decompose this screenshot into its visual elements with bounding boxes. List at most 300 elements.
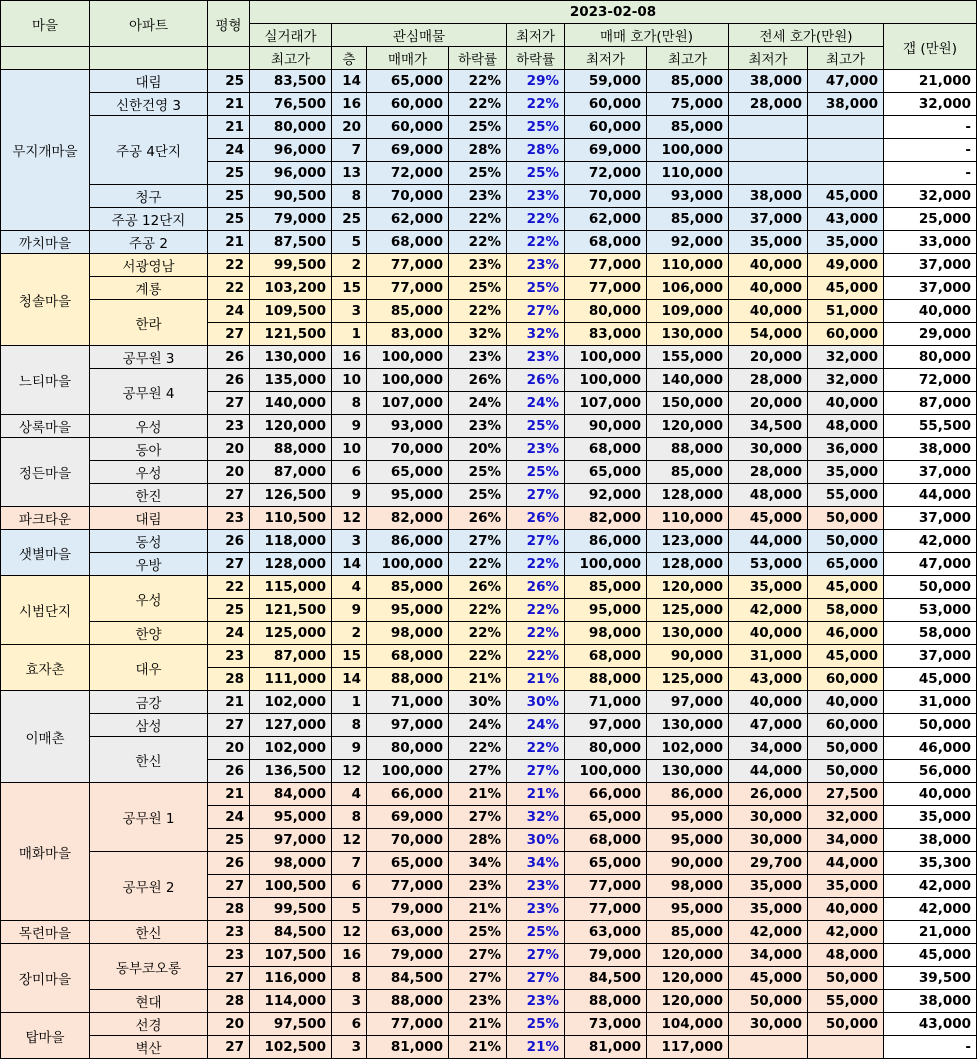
cell-floor: 10 (332, 438, 367, 461)
cell-jeonse-min: 28,000 (729, 93, 808, 116)
cell-watch-drop: 25% (449, 484, 507, 507)
cell-watch-price: 77,000 (367, 254, 449, 277)
cell-lowest-drop: 21% (507, 668, 565, 691)
cell-watch-drop: 23% (449, 185, 507, 208)
cell-floor: 14 (332, 668, 367, 691)
apartment-name: 동부코오롱 (90, 944, 208, 990)
cell-floor: 5 (332, 231, 367, 254)
table-row (1, 208, 977, 231)
cell-lowest-drop: 23% (507, 875, 565, 898)
cell-lowest-drop: 22% (507, 622, 565, 645)
table-row (1, 691, 977, 714)
apartment-name: 우성 (90, 461, 208, 484)
cell-jeonse-min: 54,000 (729, 323, 808, 346)
cell-sale-min: 73,000 (565, 1013, 647, 1036)
cell-watch-price: 95,000 (367, 599, 449, 622)
apartment-name: 대우 (90, 645, 208, 691)
cell-sale-max: 102,000 (647, 737, 729, 760)
cell-watch-price: 77,000 (367, 277, 449, 300)
cell-floor: 16 (332, 93, 367, 116)
cell-sale-min: 80,000 (565, 300, 647, 323)
cell-jeonse-max: 65,000 (808, 553, 884, 576)
cell-watch-price: 100,000 (367, 369, 449, 392)
cell-lowest-drop: 27% (507, 760, 565, 783)
cell-watch-drop: 28% (449, 829, 507, 852)
cell-sale-max: 104,000 (647, 1013, 729, 1036)
cell-gap: 40,000 (884, 300, 977, 323)
cell-pyeong: 26 (208, 530, 250, 553)
cell-watch-drop: 22% (449, 737, 507, 760)
apartment-name: 한진 (90, 484, 208, 507)
cell-gap: 53,000 (884, 599, 977, 622)
cell-lowest-drop: 27% (507, 484, 565, 507)
cell-jeonse-min: 35,000 (729, 231, 808, 254)
apartment-name: 한신 (90, 737, 208, 783)
cell-lowest-drop: 24% (507, 392, 565, 415)
cell-watch-price: 68,000 (367, 645, 449, 668)
cell-lowest-drop: 29% (507, 70, 565, 93)
cell-floor: 3 (332, 990, 367, 1013)
cell-sale-max: 128,000 (647, 484, 729, 507)
cell-sale-max: 120,000 (647, 944, 729, 967)
cell-actual-max: 87,000 (250, 645, 332, 668)
cell-jeonse-min: 30,000 (729, 829, 808, 852)
cell-floor: 12 (332, 829, 367, 852)
cell-actual-max: 90,500 (250, 185, 332, 208)
cell-sale-min: 81,000 (565, 1036, 647, 1059)
cell-gap: - (884, 162, 977, 185)
cell-gap: 33,000 (884, 231, 977, 254)
cell-pyeong: 22 (208, 254, 250, 277)
cell-lowest-drop: 22% (507, 231, 565, 254)
cell-sale-min: 66,000 (565, 783, 647, 806)
cell-jeonse-max: 51,000 (808, 300, 884, 323)
cell-sale-min: 62,000 (565, 208, 647, 231)
cell-watch-price: 98,000 (367, 622, 449, 645)
cell-sale-max: 110,000 (647, 162, 729, 185)
cell-watch-price: 68,000 (367, 231, 449, 254)
cell-lowest-drop: 23% (507, 990, 565, 1013)
cell-gap: 35,000 (884, 806, 977, 829)
cell-pyeong: 21 (208, 93, 250, 116)
cell-jeonse-min: 29,700 (729, 852, 808, 875)
cell-gap: 42,000 (884, 530, 977, 553)
cell-pyeong: 27 (208, 1036, 250, 1059)
cell-pyeong: 24 (208, 300, 250, 323)
table-row (1, 346, 977, 369)
cell-pyeong: 23 (208, 921, 250, 944)
cell-pyeong: 21 (208, 231, 250, 254)
cell-gap: - (884, 139, 977, 162)
apartment-name: 공무원 3 (90, 346, 208, 369)
cell-watch-price: 66,000 (367, 783, 449, 806)
cell-sale-max: 97,000 (647, 691, 729, 714)
cell-pyeong: 22 (208, 277, 250, 300)
cell-gap: 38,000 (884, 438, 977, 461)
cell-floor: 8 (332, 967, 367, 990)
cell-actual-max: 100,500 (250, 875, 332, 898)
cell-watch-drop: 24% (449, 714, 507, 737)
cell-jeonse-min: 35,000 (729, 576, 808, 599)
cell-floor: 1 (332, 323, 367, 346)
cell-gap: 38,000 (884, 829, 977, 852)
cell-jeonse-max: 27,500 (808, 783, 884, 806)
cell-watch-drop: 21% (449, 898, 507, 921)
table-row (1, 507, 977, 530)
table-row (1, 415, 977, 438)
cell-sale-max: 75,000 (647, 93, 729, 116)
cell-jeonse-max: 34,000 (808, 829, 884, 852)
cell-actual-max: 80,000 (250, 116, 332, 139)
cell-lowest-drop: 22% (507, 553, 565, 576)
cell-pyeong: 24 (208, 139, 250, 162)
cell-lowest-drop: 26% (507, 507, 565, 530)
village-name: 청솔마을 (1, 254, 90, 346)
cell-gap: 40,000 (884, 783, 977, 806)
cell-watch-price: 93,000 (367, 415, 449, 438)
cell-gap: 32,000 (884, 93, 977, 116)
cell-watch-price: 60,000 (367, 116, 449, 139)
cell-sale-min: 63,000 (565, 921, 647, 944)
cell-sale-min: 84,500 (565, 967, 647, 990)
cell-sale-max: 123,000 (647, 530, 729, 553)
cell-watch-drop: 22% (449, 231, 507, 254)
cell-gap: - (884, 116, 977, 139)
cell-pyeong: 26 (208, 346, 250, 369)
cell-pyeong: 22 (208, 576, 250, 599)
cell-jeonse-max (808, 1036, 884, 1059)
cell-gap: 46,000 (884, 737, 977, 760)
cell-sale-min: 69,000 (565, 139, 647, 162)
cell-gap: 58,000 (884, 622, 977, 645)
table-row (1, 461, 977, 484)
table-row (1, 70, 977, 93)
cell-actual-max: 140,000 (250, 392, 332, 415)
cell-gap: 87,000 (884, 392, 977, 415)
cell-jeonse-max: 50,000 (808, 760, 884, 783)
apartment-name: 신한건영 3 (90, 93, 208, 116)
cell-sale-min: 68,000 (565, 829, 647, 852)
cell-jeonse-min: 50,000 (729, 990, 808, 1013)
cell-sale-max: 120,000 (647, 415, 729, 438)
cell-jeonse-min: 30,000 (729, 438, 808, 461)
cell-watch-drop: 23% (449, 415, 507, 438)
cell-floor: 14 (332, 70, 367, 93)
village-name: 매화마을 (1, 783, 90, 921)
cell-lowest-drop: 27% (507, 967, 565, 990)
cell-floor: 4 (332, 783, 367, 806)
cell-jeonse-min: 40,000 (729, 622, 808, 645)
cell-sale-max: 150,000 (647, 392, 729, 415)
cell-gap: 50,000 (884, 714, 977, 737)
cell-actual-max: 114,000 (250, 990, 332, 1013)
cell-jeonse-max: 40,000 (808, 898, 884, 921)
cell-sale-min: 85,000 (565, 576, 647, 599)
cell-watch-price: 100,000 (367, 553, 449, 576)
cell-jeonse-min: 47,000 (729, 714, 808, 737)
cell-floor: 12 (332, 921, 367, 944)
cell-jeonse-min: 45,000 (729, 507, 808, 530)
cell-jeonse-max: 38,000 (808, 93, 884, 116)
cell-actual-max: 102,000 (250, 691, 332, 714)
cell-floor: 12 (332, 507, 367, 530)
cell-actual-max: 121,500 (250, 599, 332, 622)
cell-watch-drop: 22% (449, 300, 507, 323)
cell-jeonse-min: 45,000 (729, 967, 808, 990)
cell-floor: 2 (332, 254, 367, 277)
cell-sale-max: 85,000 (647, 461, 729, 484)
cell-watch-price: 63,000 (367, 921, 449, 944)
cell-floor: 16 (332, 346, 367, 369)
cell-lowest-drop: 21% (507, 1036, 565, 1059)
cell-actual-max: 120,000 (250, 415, 332, 438)
cell-watch-price: 69,000 (367, 139, 449, 162)
cell-jeonse-max: 55,000 (808, 484, 884, 507)
cell-watch-drop: 21% (449, 1013, 507, 1036)
cell-floor: 12 (332, 760, 367, 783)
cell-jeonse-min: 44,000 (729, 760, 808, 783)
cell-watch-drop: 25% (449, 162, 507, 185)
cell-sale-min: 60,000 (565, 116, 647, 139)
cell-watch-price: 85,000 (367, 300, 449, 323)
table-row (1, 1013, 977, 1036)
apartment-name: 공무원 2 (90, 852, 208, 921)
cell-pyeong: 26 (208, 369, 250, 392)
cell-sale-max: 93,000 (647, 185, 729, 208)
table-row (1, 737, 977, 760)
cell-jeonse-max: 32,000 (808, 806, 884, 829)
cell-floor: 6 (332, 461, 367, 484)
cell-sale-min: 60,000 (565, 93, 647, 116)
cell-jeonse-max: 32,000 (808, 369, 884, 392)
cell-sale-max: 110,000 (647, 507, 729, 530)
apartment-name: 서광영남 (90, 254, 208, 277)
header-apartment: 아파트 (90, 1, 208, 47)
cell-sale-max: 85,000 (647, 921, 729, 944)
cell-floor: 14 (332, 553, 367, 576)
cell-watch-drop: 22% (449, 645, 507, 668)
cell-sale-min: 59,000 (565, 70, 647, 93)
cell-actual-max: 135,000 (250, 369, 332, 392)
cell-jeonse-min: 28,000 (729, 369, 808, 392)
cell-watch-drop: 23% (449, 990, 507, 1013)
cell-sale-min: 77,000 (565, 898, 647, 921)
header-actual-price: 실거래가 (250, 24, 332, 47)
cell-jeonse-min: 48,000 (729, 484, 808, 507)
cell-sale-max: 92,000 (647, 231, 729, 254)
cell-jeonse-min: 43,000 (729, 668, 808, 691)
cell-watch-price: 60,000 (367, 93, 449, 116)
cell-jeonse-min: 40,000 (729, 300, 808, 323)
cell-pyeong: 27 (208, 484, 250, 507)
cell-sale-min: 82,000 (565, 507, 647, 530)
cell-jeonse-max: 45,000 (808, 185, 884, 208)
cell-lowest-drop: 28% (507, 139, 565, 162)
cell-sale-min: 90,000 (565, 415, 647, 438)
cell-watch-price: 88,000 (367, 990, 449, 1013)
cell-gap: 45,000 (884, 668, 977, 691)
cell-pyeong: 23 (208, 944, 250, 967)
apartment-name: 우성 (90, 415, 208, 438)
cell-watch-drop: 21% (449, 1036, 507, 1059)
cell-watch-drop: 25% (449, 116, 507, 139)
cell-sale-min: 100,000 (565, 760, 647, 783)
cell-sale-max: 130,000 (647, 714, 729, 737)
cell-lowest-drop: 23% (507, 254, 565, 277)
cell-gap: 42,000 (884, 898, 977, 921)
cell-sale-min: 88,000 (565, 668, 647, 691)
cell-jeonse-max: 50,000 (808, 530, 884, 553)
cell-pyeong: 20 (208, 737, 250, 760)
cell-gap: 72,000 (884, 369, 977, 392)
apartment-name: 계룡 (90, 277, 208, 300)
cell-floor: 3 (332, 530, 367, 553)
cell-watch-drop: 34% (449, 852, 507, 875)
table-body (1, 70, 977, 1059)
cell-sale-min: 83,000 (565, 323, 647, 346)
cell-sale-max: 140,000 (647, 369, 729, 392)
cell-actual-max: 126,500 (250, 484, 332, 507)
cell-watch-price: 72,000 (367, 162, 449, 185)
cell-watch-drop: 25% (449, 277, 507, 300)
cell-jeonse-max: 45,000 (808, 645, 884, 668)
cell-floor: 3 (332, 300, 367, 323)
cell-watch-drop: 22% (449, 93, 507, 116)
cell-jeonse-max: 40,000 (808, 392, 884, 415)
cell-jeonse-min: 31,000 (729, 645, 808, 668)
header-sale-max: 최고가 (647, 47, 729, 70)
cell-watch-price: 62,000 (367, 208, 449, 231)
cell-jeonse-max: 40,000 (808, 691, 884, 714)
cell-gap: 37,000 (884, 461, 977, 484)
cell-pyeong: 24 (208, 622, 250, 645)
cell-pyeong: 28 (208, 898, 250, 921)
cell-sale-max: 130,000 (647, 622, 729, 645)
cell-actual-max: 103,200 (250, 277, 332, 300)
cell-actual-max: 115,000 (250, 576, 332, 599)
apartment-name: 벽산 (90, 1036, 208, 1059)
cell-sale-min: 98,000 (565, 622, 647, 645)
village-name: 목련마을 (1, 921, 90, 944)
table-row (1, 852, 977, 875)
cell-floor: 1 (332, 691, 367, 714)
cell-jeonse-min: 20,000 (729, 392, 808, 415)
cell-sale-min: 68,000 (565, 645, 647, 668)
cell-watch-price: 88,000 (367, 668, 449, 691)
cell-sale-min: 100,000 (565, 346, 647, 369)
cell-gap: 42,000 (884, 875, 977, 898)
cell-watch-price: 85,000 (367, 576, 449, 599)
cell-gap: 21,000 (884, 70, 977, 93)
cell-gap: 44,000 (884, 484, 977, 507)
cell-lowest-drop: 27% (507, 300, 565, 323)
village-name: 까치마을 (1, 231, 90, 254)
cell-watch-price: 65,000 (367, 852, 449, 875)
cell-floor: 7 (332, 852, 367, 875)
cell-sale-max: 106,000 (647, 277, 729, 300)
cell-gap: 21,000 (884, 921, 977, 944)
cell-jeonse-max: 47,000 (808, 70, 884, 93)
cell-watch-price: 82,000 (367, 507, 449, 530)
table-row (1, 93, 977, 116)
cell-sale-max: 128,000 (647, 553, 729, 576)
cell-lowest-drop: 23% (507, 898, 565, 921)
cell-watch-drop: 20% (449, 438, 507, 461)
cell-watch-drop: 22% (449, 599, 507, 622)
header-gap: 갭 (만원) (884, 24, 977, 70)
cell-jeonse-max: 42,000 (808, 921, 884, 944)
apartment-name: 선경 (90, 1013, 208, 1036)
cell-lowest-drop: 22% (507, 645, 565, 668)
cell-sale-max: 85,000 (647, 208, 729, 231)
table-row (1, 300, 977, 323)
cell-gap: 45,000 (884, 944, 977, 967)
cell-watch-drop: 22% (449, 208, 507, 231)
cell-pyeong: 27 (208, 875, 250, 898)
cell-pyeong: 26 (208, 852, 250, 875)
header-watch-listing: 관심매물 (332, 24, 507, 47)
cell-actual-max: 127,000 (250, 714, 332, 737)
cell-pyeong: 23 (208, 507, 250, 530)
cell-actual-max: 116,000 (250, 967, 332, 990)
table-row (1, 277, 977, 300)
cell-lowest-drop: 32% (507, 806, 565, 829)
cell-sale-max: 88,000 (647, 438, 729, 461)
cell-sale-max: 120,000 (647, 990, 729, 1013)
cell-jeonse-max: 50,000 (808, 737, 884, 760)
cell-jeonse-min: 35,000 (729, 898, 808, 921)
cell-floor: 6 (332, 1013, 367, 1036)
cell-floor: 9 (332, 484, 367, 507)
cell-actual-max: 118,000 (250, 530, 332, 553)
village-name: 이매촌 (1, 691, 90, 783)
header-lowest-drop: 하락률 (507, 47, 565, 70)
cell-sale-min: 65,000 (565, 461, 647, 484)
cell-pyeong: 20 (208, 461, 250, 484)
cell-floor: 10 (332, 369, 367, 392)
cell-floor: 8 (332, 806, 367, 829)
cell-jeonse-min: 35,000 (729, 875, 808, 898)
cell-actual-max: 99,500 (250, 898, 332, 921)
cell-actual-max: 76,500 (250, 93, 332, 116)
cell-jeonse-max: 48,000 (808, 944, 884, 967)
cell-actual-max: 121,500 (250, 323, 332, 346)
cell-watch-drop: 30% (449, 691, 507, 714)
table-row (1, 576, 977, 599)
header-village-cont (1, 47, 90, 70)
cell-watch-drop: 26% (449, 576, 507, 599)
header-floor: 층 (332, 47, 367, 70)
village-name: 상록마을 (1, 415, 90, 438)
cell-actual-max: 87,000 (250, 461, 332, 484)
cell-jeonse-max: 60,000 (808, 714, 884, 737)
cell-gap: 25,000 (884, 208, 977, 231)
cell-sale-min: 107,000 (565, 392, 647, 415)
cell-sale-max: 155,000 (647, 346, 729, 369)
cell-gap: 29,000 (884, 323, 977, 346)
cell-jeonse-min: 20,000 (729, 346, 808, 369)
cell-gap: 37,000 (884, 645, 977, 668)
cell-jeonse-max: 45,000 (808, 576, 884, 599)
cell-watch-price: 79,000 (367, 898, 449, 921)
header-jeonse-ask: 전세 호가(만원) (729, 24, 884, 47)
cell-pyeong: 21 (208, 783, 250, 806)
cell-pyeong: 25 (208, 70, 250, 93)
cell-pyeong: 25 (208, 208, 250, 231)
cell-sale-min: 86,000 (565, 530, 647, 553)
cell-jeonse-min: 34,000 (729, 737, 808, 760)
cell-floor: 8 (332, 392, 367, 415)
